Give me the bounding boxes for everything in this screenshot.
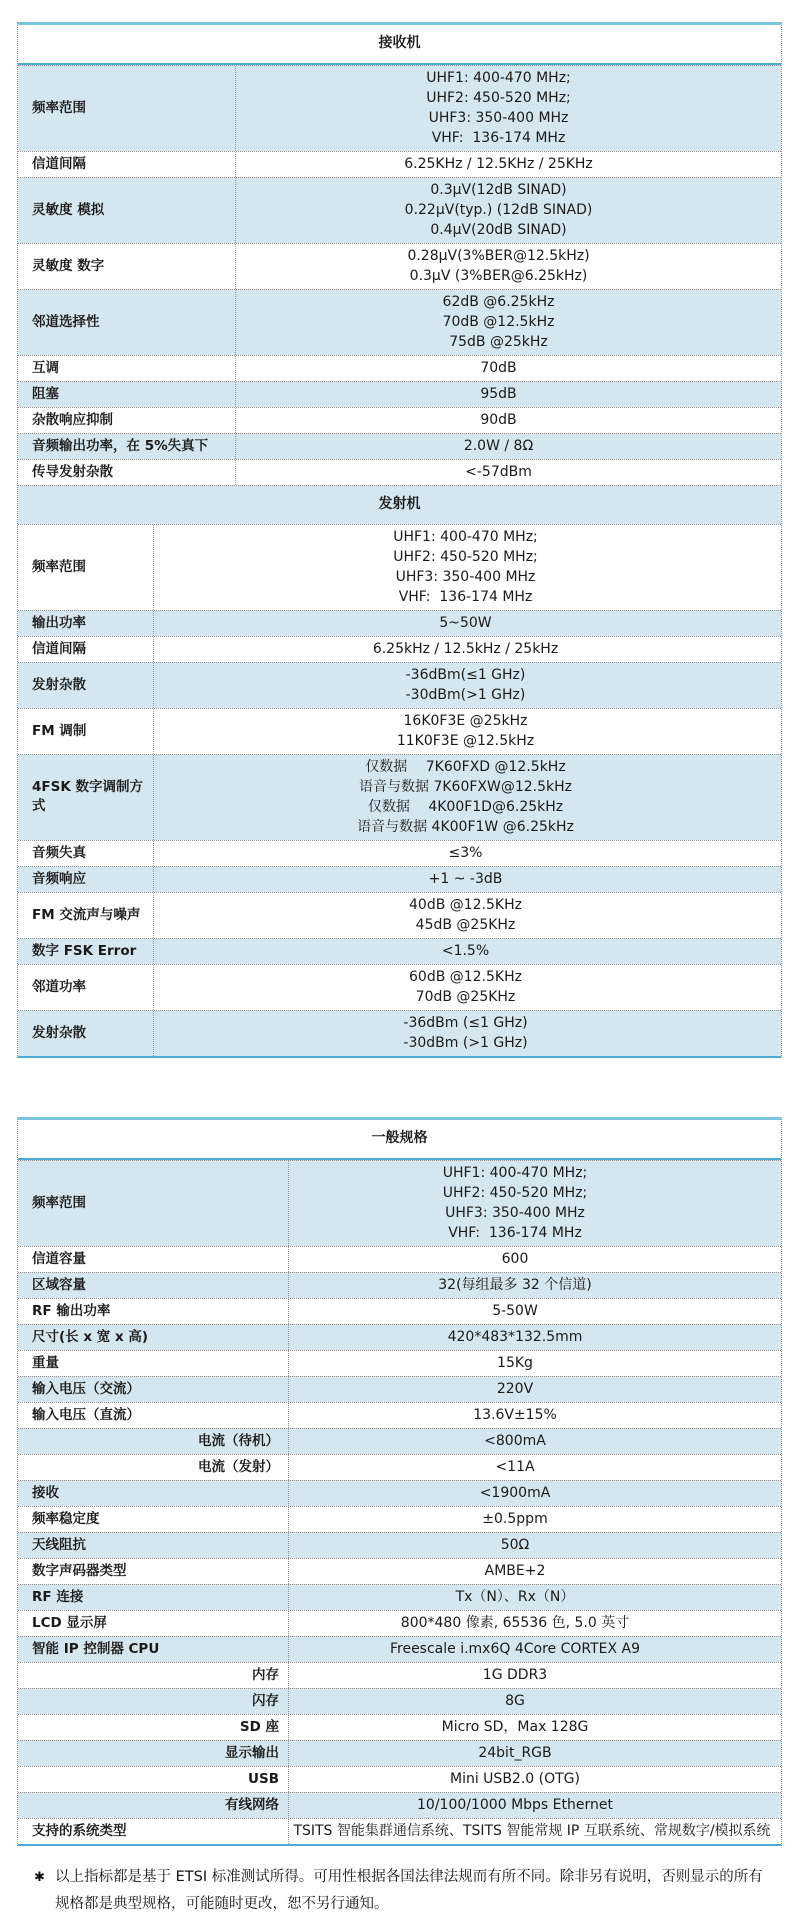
- spec-value: Freescale i.mx6Q 4Core CORTEX A9: [389, 1641, 641, 1657]
- spec-label: 4FSK 数字调制方式: [18, 755, 154, 840]
- spec-row: [18, 65, 781, 151]
- spec-value: 5~50W: [439, 615, 492, 631]
- spec-value: 仅数据 7K60FXD @12.5kHz 语音与数据 7K60FXW@12.5kHz 仅数据 4K00F1D@6.25kHz 语音与数据 4K00F1W @6.25kHz: [357, 759, 574, 835]
- spec-value: 5-50W: [492, 1303, 538, 1319]
- spec-value: ≤3%: [448, 845, 483, 861]
- spec-label: 邻道功率: [18, 965, 154, 1010]
- spec-label: 输出功率: [18, 611, 154, 636]
- spec-value: 13.6V±15%: [473, 1407, 557, 1423]
- spec-value: 1G DDR3: [482, 1667, 548, 1683]
- spec-label: 智能 IP 控制器 CPU: [18, 1637, 289, 1662]
- spec-value: <11A: [495, 1459, 535, 1475]
- spec-row: [18, 1662, 781, 1688]
- spec-value: 32(每组最多 32 个信道): [438, 1277, 592, 1293]
- spec-label: 电流（待机）: [18, 1429, 289, 1454]
- spec-label: RF 输出功率: [18, 1299, 289, 1324]
- spec-row: [18, 407, 781, 433]
- spec-label: 电流（发射）: [18, 1455, 289, 1480]
- spec-value: ±0.5ppm: [482, 1511, 548, 1527]
- spec-label: 信道间隔: [18, 152, 236, 177]
- spec-row: [18, 610, 781, 636]
- spec-value: <1.5%: [441, 943, 490, 959]
- spec-label: 传导发射杂散: [18, 460, 236, 485]
- spec-value: UHF1: 400-470 MHz; UHF2: 450-520 MHz; UHF3: 350-400 MHz VHF: 136-174 MHz: [393, 529, 538, 605]
- spec-row: [18, 289, 781, 355]
- spec-value: 70dB: [480, 360, 517, 376]
- spec-row: [18, 1480, 781, 1506]
- asterisk-marker-icon: ✱: [34, 1870, 45, 1885]
- spec-value: TSITS 智能集群通信系统、TSITS 智能常规 IP 互联系统、常规数字/模拟系统: [293, 1823, 771, 1839]
- spec-label: 音频响应: [18, 867, 154, 892]
- spec-label: RF 连接: [18, 1585, 289, 1610]
- spec-label: FM 调制: [18, 709, 154, 754]
- spec-value: 0.28μV(3%BER@12.5kHz) 0.3μV (3%BER@6.25kHz): [407, 248, 590, 284]
- spec-label: 音频失真: [18, 841, 154, 866]
- spec-row: [18, 1766, 781, 1792]
- spec-value: 16K0F3E @25kHz 11K0F3E @12.5kHz: [396, 713, 535, 749]
- footnote: [34, 1864, 776, 1918]
- table-section: [18, 485, 781, 1056]
- spec-value: <-57dBm: [465, 464, 532, 480]
- spec-row: [18, 1376, 781, 1402]
- spec-value: Micro SD，Max 128G: [441, 1719, 589, 1735]
- spec-row: [18, 1818, 781, 1844]
- spec-value: 10/100/1000 Mbps Ethernet: [417, 1797, 613, 1813]
- spec-value: UHF1: 400-470 MHz; UHF2: 450-520 MHz; UHF3: 350-400 MHz VHF: 136-174 MHz: [442, 1165, 588, 1241]
- spec-value: 220V: [496, 1381, 534, 1397]
- spec-row: [18, 1636, 781, 1662]
- spec-row: [18, 355, 781, 381]
- spec-value: AMBE+2: [484, 1563, 546, 1579]
- spec-label: 灵敏度 数字: [18, 244, 236, 289]
- spec-row: [18, 1350, 781, 1376]
- spec-value: 90dB: [480, 412, 517, 428]
- spec-value: 0.3μV(12dB SINAD) 0.22μV(typ.) (12dB SINAD) 0.4μV(20dB SINAD): [404, 182, 593, 238]
- spec-row: [18, 433, 781, 459]
- spec-label: 发射杂散: [18, 1011, 154, 1056]
- table-section: [18, 25, 781, 485]
- spec-row: [18, 1010, 781, 1056]
- spec-row: [18, 1454, 781, 1480]
- spec-label: 信道容量: [18, 1247, 289, 1272]
- spec-label: 输入电压（交流）: [18, 1377, 289, 1402]
- spec-value: 60dB @12.5KHz 70dB @25KHz: [409, 969, 522, 1005]
- spec-row: [18, 1160, 781, 1246]
- spec-table-transceiver: [17, 22, 782, 1058]
- spec-label: 互调: [18, 356, 236, 381]
- spec-label: 尺寸(长 x 宽 x 高): [18, 1325, 289, 1350]
- section-header: 接收机: [18, 25, 781, 65]
- spec-value: 600: [501, 1251, 529, 1267]
- spec-label: 发射杂散: [18, 663, 154, 708]
- spec-row: [18, 1792, 781, 1818]
- spec-row: [18, 1532, 781, 1558]
- spec-row: [18, 177, 781, 243]
- spec-value: 800*480 像素, 65536 色, 5.0 英寸: [400, 1615, 630, 1631]
- spec-row: [18, 1740, 781, 1766]
- spec-row: [18, 1558, 781, 1584]
- spec-value: 6.25KHz / 12.5KHz / 25KHz: [404, 156, 593, 172]
- table-section: [18, 1120, 781, 1844]
- spec-label: 频率范围: [18, 525, 154, 610]
- spec-row: [18, 1610, 781, 1636]
- spec-label: 输入电压（直流）: [18, 1403, 289, 1428]
- spec-label: LCD 显示屏: [18, 1611, 289, 1636]
- spec-label: 接收: [18, 1481, 289, 1506]
- spec-row: [18, 1246, 781, 1272]
- spec-row: [18, 866, 781, 892]
- spec-label: SD 座: [18, 1715, 289, 1740]
- spec-value: 62dB @6.25kHz 70dB @12.5kHz 75dB @25kHz: [442, 294, 555, 350]
- spec-table-general: [17, 1117, 782, 1846]
- spec-value: 50Ω: [500, 1537, 530, 1553]
- spec-label: 重量: [18, 1351, 289, 1376]
- footnote-text: 以上指标都是基于 ETSI 标准测试所得。可用性根据各国法律法规而有所不同。除非另有说明，否则显示的所有规格都是典型规格，可能随时更改，恕不另行通知。: [55, 1869, 763, 1912]
- spec-row: [18, 524, 781, 610]
- spec-row: [18, 964, 781, 1010]
- spec-value: 24bit_RGB: [478, 1745, 552, 1761]
- spec-row: [18, 1688, 781, 1714]
- spec-label: 信道间隔: [18, 637, 154, 662]
- spec-row: [18, 938, 781, 964]
- spec-sheet-page: [0, 22, 800, 1918]
- spec-label: 阻塞: [18, 382, 236, 407]
- spec-row: [18, 1506, 781, 1532]
- spec-value: -36dBm (≤1 GHz) -30dBm (>1 GHz): [403, 1015, 528, 1051]
- spec-label: 有线网络: [18, 1793, 289, 1818]
- spec-row: [18, 243, 781, 289]
- spec-label: 杂散响应抑制: [18, 408, 236, 433]
- section-header: 一般规格: [18, 1120, 781, 1160]
- spec-value: -36dBm(≤1 GHz) -30dBm(>1 GHz): [405, 667, 526, 703]
- spec-row: [18, 662, 781, 708]
- spec-label: 闪存: [18, 1689, 289, 1714]
- spec-row: [18, 151, 781, 177]
- spec-label: 频率稳定度: [18, 1507, 289, 1532]
- spec-label: USB: [18, 1767, 289, 1792]
- spec-value: 2.0W / 8Ω: [463, 438, 534, 454]
- spec-value: 8G: [505, 1693, 525, 1709]
- spec-label: 灵敏度 模拟: [18, 178, 236, 243]
- spec-label: FM 交流声与噪声: [18, 893, 154, 938]
- spec-row: [18, 1298, 781, 1324]
- spec-value: UHF1: 400-470 MHz; UHF2: 450-520 MHz; UHF3: 350-400 MHz VHF: 136-174 MHz: [426, 70, 571, 146]
- spec-row: [18, 840, 781, 866]
- spec-label: 数字声码器类型: [18, 1559, 289, 1584]
- spec-label: 显示输出: [18, 1741, 289, 1766]
- spec-value: 420*483*132.5mm: [447, 1329, 583, 1345]
- spec-row: [18, 459, 781, 485]
- spec-row: [18, 1324, 781, 1350]
- spec-row: [18, 1428, 781, 1454]
- spec-value: 95dB: [480, 386, 517, 402]
- spec-label: 支持的系统类型: [18, 1819, 289, 1844]
- spec-row: [18, 754, 781, 840]
- spec-label: 频率范围: [18, 66, 236, 151]
- spec-label: 天线阻抗: [18, 1533, 289, 1558]
- spec-value: 6.25kHz / 12.5kHz / 25kHz: [372, 641, 559, 657]
- spec-row: [18, 1714, 781, 1740]
- spec-label: 频率范围: [18, 1161, 289, 1246]
- spec-row: [18, 636, 781, 662]
- spec-value: 40dB @12.5KHz 45dB @25KHz: [409, 897, 522, 933]
- section-header: 发射机: [18, 485, 781, 524]
- spec-row: [18, 1584, 781, 1610]
- spec-row: [18, 1402, 781, 1428]
- spec-label: 内存: [18, 1663, 289, 1688]
- spec-row: [18, 381, 781, 407]
- spec-row: [18, 708, 781, 754]
- spec-value: <1900mA: [479, 1485, 551, 1501]
- spec-value: Mini USB2.0 (OTG): [450, 1771, 580, 1787]
- spec-value: Tx（N）、Rx（N）: [455, 1589, 575, 1605]
- spec-label: 数字 FSK Error: [18, 939, 154, 964]
- spec-label: 区域容量: [18, 1273, 289, 1298]
- spec-value: +1 ~ -3dB: [428, 871, 503, 887]
- spec-value: <800mA: [484, 1433, 546, 1449]
- spec-row: [18, 1272, 781, 1298]
- spec-label: 邻道选择性: [18, 290, 236, 355]
- spec-row: [18, 892, 781, 938]
- spec-value: 15Kg: [497, 1355, 533, 1371]
- spec-label: 音频输出功率，在 5%失真下: [18, 434, 236, 459]
